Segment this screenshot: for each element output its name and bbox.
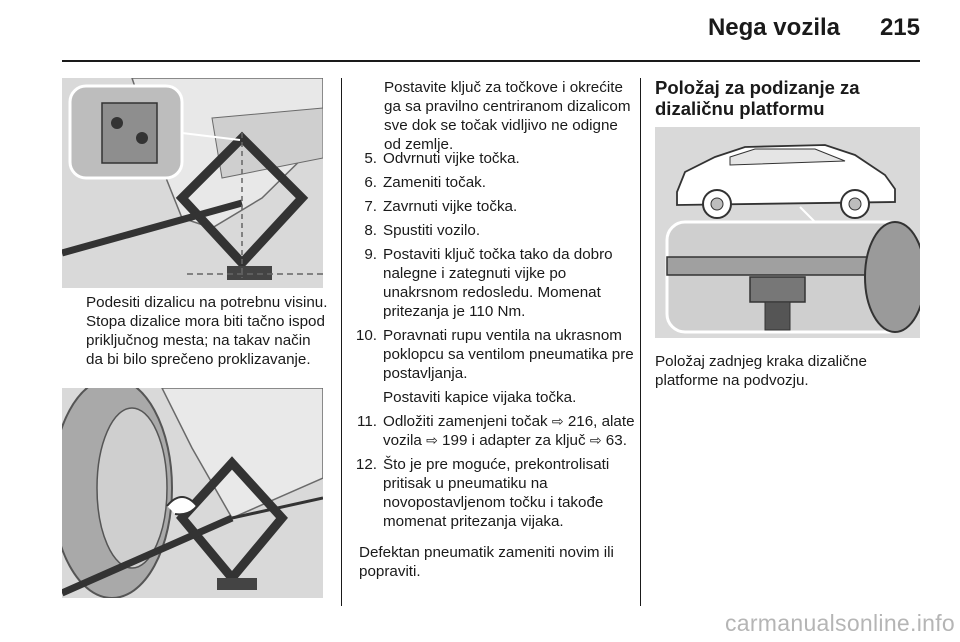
page-ref-link[interactable]: 216 bbox=[567, 413, 594, 430]
jack-adjust-paragraph: Podesiti dizalicu na potrebnu visinu. Stopa dizalice mora biti tačno ispod priključnog mesta; na takav način da bi bilo sprečeno proklizavanje. bbox=[86, 294, 328, 368]
step-7 bbox=[345, 197, 635, 216]
page-header-title: Nega vozila bbox=[707, 14, 840, 41]
lift-platform-illustration bbox=[655, 127, 920, 338]
header-rule bbox=[62, 60, 920, 62]
page-ref-link[interactable]: 63 bbox=[605, 432, 623, 449]
step-10 bbox=[345, 326, 635, 407]
step-text: Što je pre moguće, prekontrolisati pritisak u pneumatiku na novopostavljenom točku i takođe momenat pritezanja vijaka. bbox=[383, 456, 610, 530]
column-divider-left bbox=[341, 78, 342, 606]
step-11 bbox=[345, 412, 635, 450]
page-ref-link[interactable]: 199 bbox=[442, 432, 468, 449]
jack-position-drawing bbox=[62, 78, 323, 288]
step-12 bbox=[345, 455, 635, 531]
step-text: Odvrnuti vijke točka. bbox=[383, 150, 520, 167]
page-ref-arrow-icon: ⇨ bbox=[426, 432, 438, 448]
step-8 bbox=[345, 221, 635, 240]
section-heading: Položaj za podizanje za dizaličnu platformu bbox=[655, 77, 860, 119]
step-text: , alate vozila bbox=[383, 413, 635, 449]
lift-platform-drawing bbox=[655, 127, 920, 338]
step-text: i adapter za ključ bbox=[467, 432, 586, 449]
step-number: 9. bbox=[364, 246, 377, 263]
step-text: Postaviti ključ točka tako da dobro nalegne i zategnuti vijke po unakrsnom redosledu. Momenat pritezanja je 110 Nm. bbox=[383, 246, 613, 320]
step-9 bbox=[345, 245, 635, 321]
procedure-steps bbox=[345, 149, 635, 536]
jack-position-illustration bbox=[62, 78, 323, 288]
page-ref-arrow-icon: ⇨ bbox=[589, 432, 602, 448]
lift-position-caption: Položaj zadnjeg kraka dizalične platforme na podvozju. bbox=[655, 353, 867, 389]
jack-lifting-illustration bbox=[62, 388, 323, 598]
step-text: . bbox=[622, 432, 627, 449]
step-text: Spustiti vozilo. bbox=[383, 222, 481, 239]
step-number: 11. bbox=[357, 413, 377, 430]
step-text: Zavrnuti vijke točka. bbox=[383, 198, 518, 215]
step-number: 5. bbox=[364, 150, 377, 167]
wheel-wrench-instruction: Postavite ključ za točkove i okrećite ga sa pravilno centriranom dizalicom sve dok se točak vidljivo ne odigne od zemlje. bbox=[384, 79, 631, 153]
watermark: carmanualsonline.info bbox=[724, 610, 955, 636]
page-number: 215 bbox=[879, 14, 920, 41]
step-6 bbox=[345, 173, 635, 192]
step-number: 7. bbox=[364, 198, 377, 215]
step-number: 10. bbox=[355, 327, 377, 344]
step-number: 6. bbox=[364, 174, 377, 191]
step-text: Odložiti zamenjeni točak bbox=[383, 413, 548, 430]
page-ref-arrow-icon: ⇨ bbox=[551, 413, 564, 429]
column-divider-right bbox=[640, 78, 641, 606]
defective-tire-note: Defektan pneumatik zameniti novim ili popraviti. bbox=[359, 544, 614, 580]
jack-lifting-drawing bbox=[62, 388, 323, 598]
step-5 bbox=[345, 149, 635, 168]
step-text: Poravnati rupu ventila na ukrasnom poklopcu sa ventilom pneumatika pre postavljanja. bbox=[383, 327, 634, 382]
step-number: 12. bbox=[355, 456, 377, 473]
step-text: Zameniti točak. bbox=[383, 174, 486, 191]
step-number: 8. bbox=[364, 222, 377, 239]
step-extra-text: Postaviti kapice vijaka točka. bbox=[383, 389, 577, 406]
